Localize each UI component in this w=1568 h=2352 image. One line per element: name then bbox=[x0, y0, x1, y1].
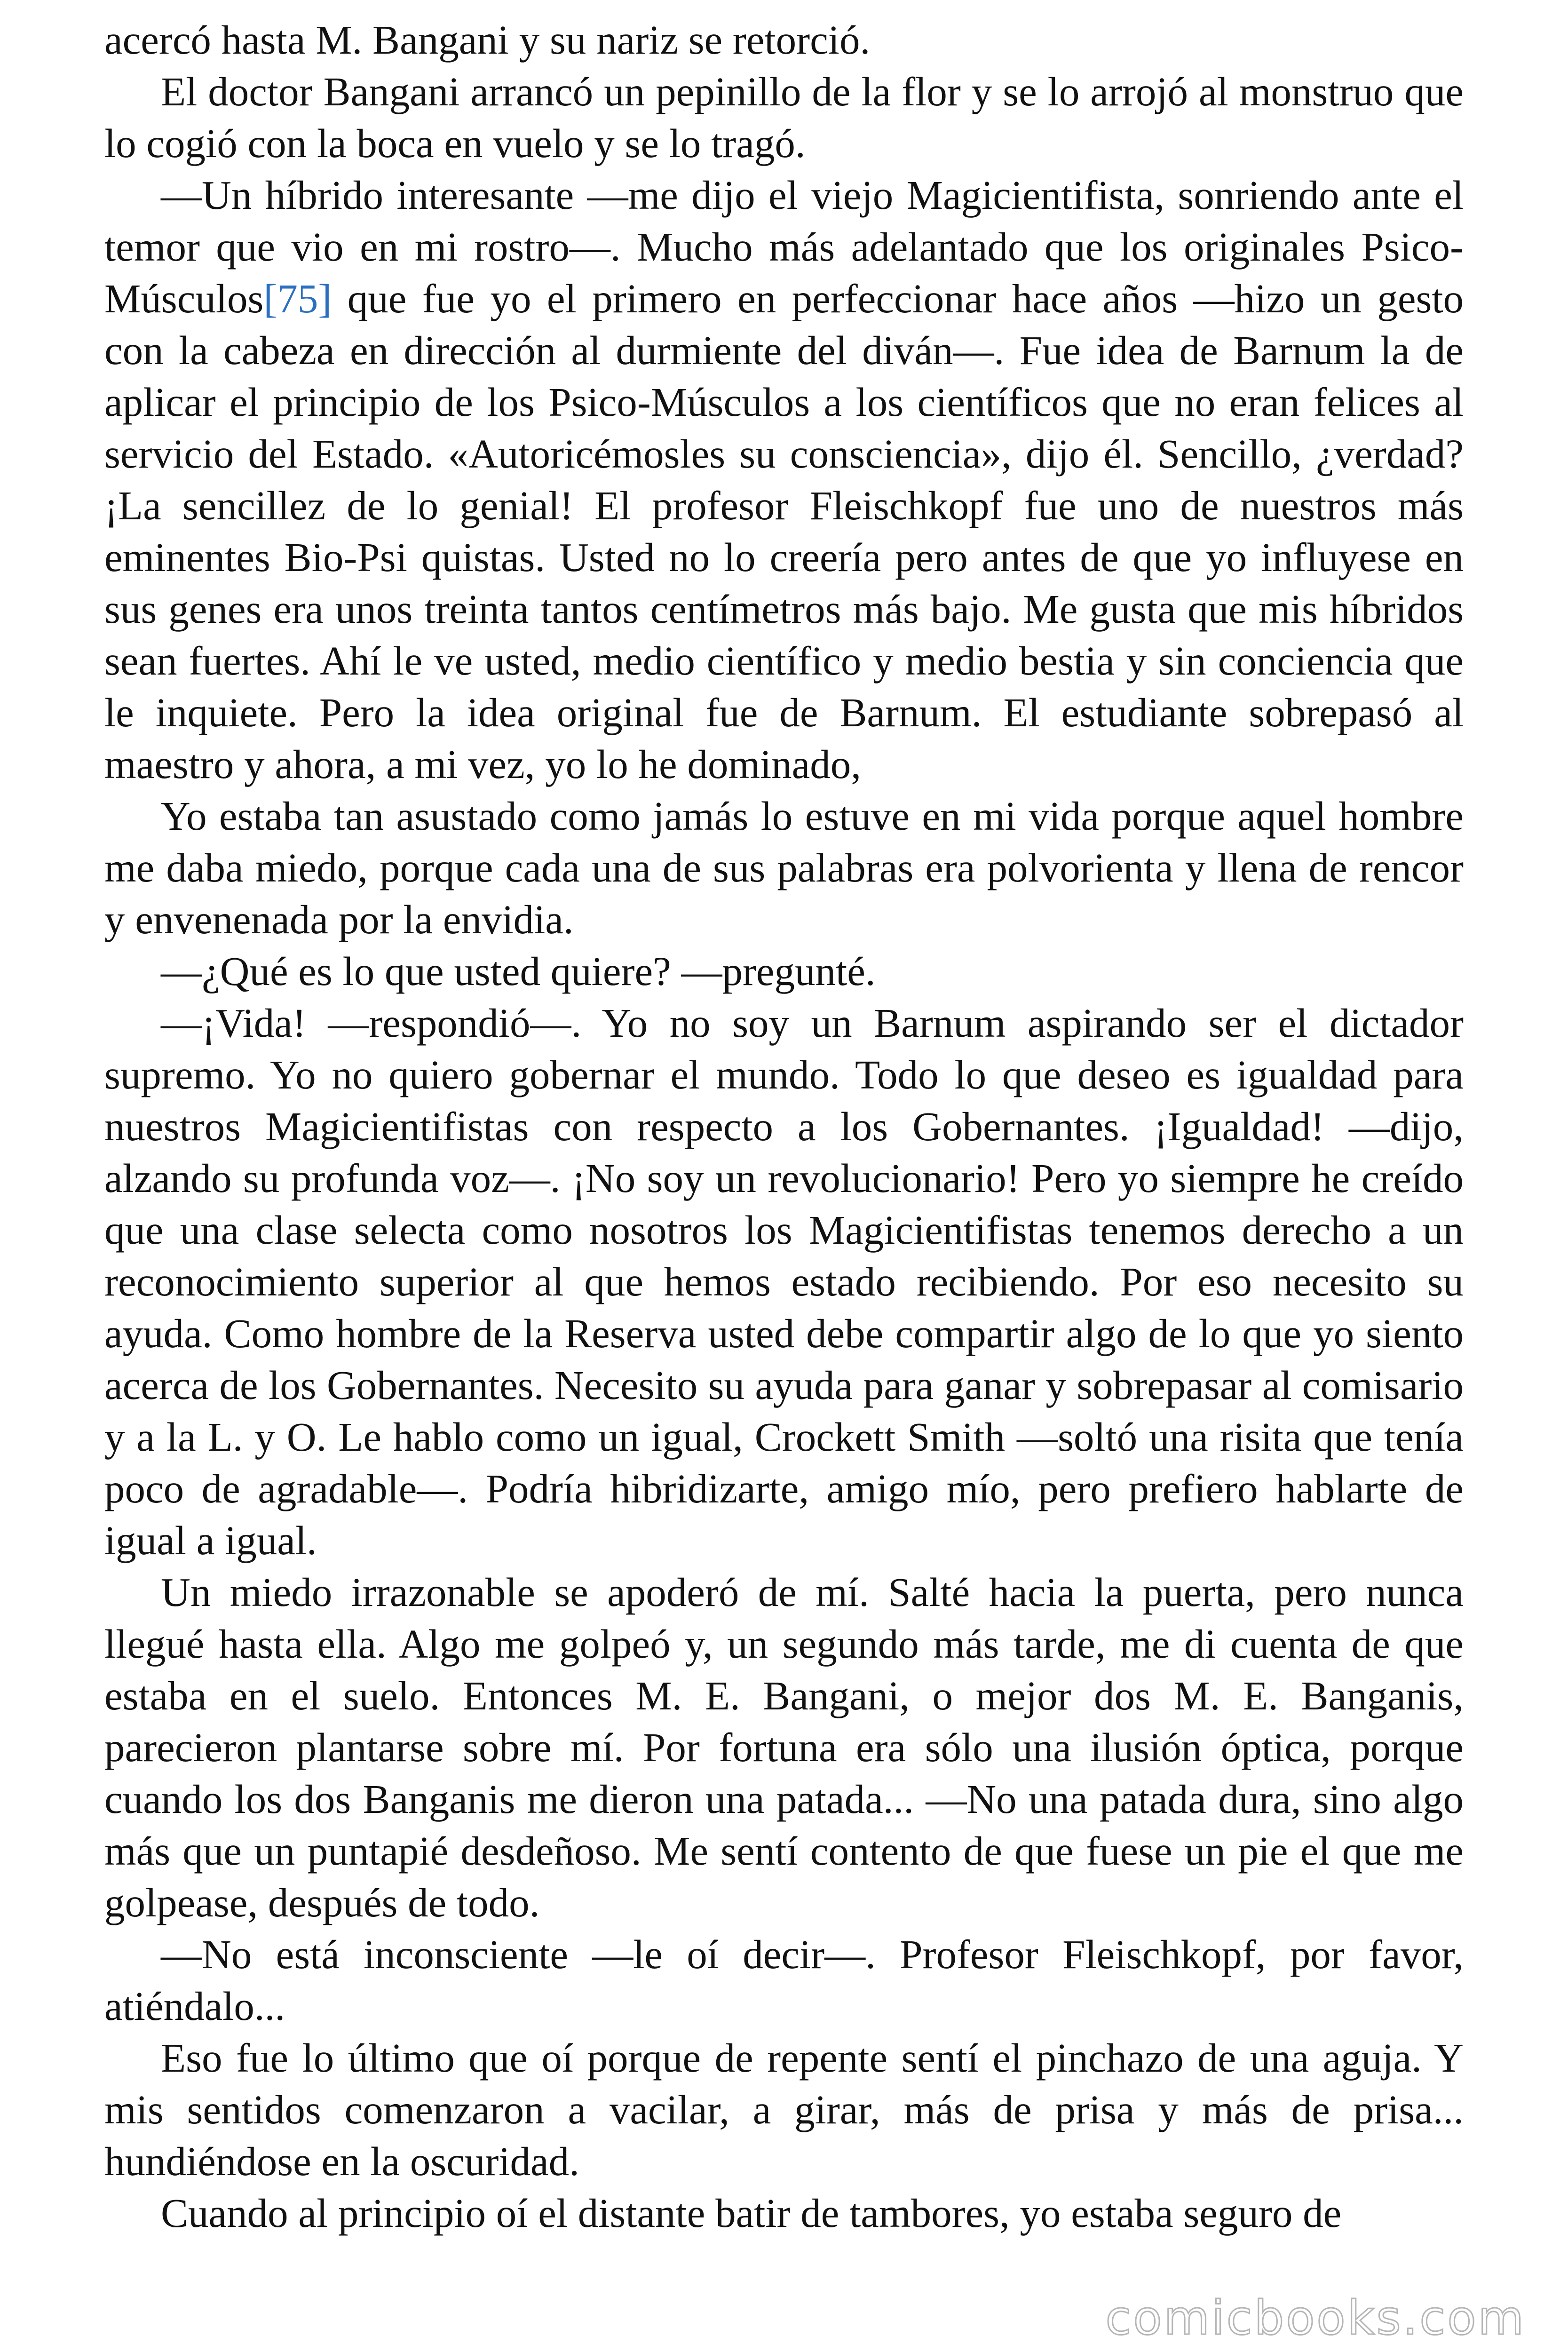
paragraph: —¡Vida! —respondió—. Yo no soy un Barnum aspirando ser el dictador supremo. Yo no quiero gobernar el mundo. Todo lo que deseo es igualdad para nuestros Magicientifistas con respecto a los Gobernantes. ¡Igualdad! —dijo, alzando su profunda voz—. ¡No soy un revolucionario! Pero yo siempre he creído que una clase selecta como nosotros los Magicientifistas tenemos derecho a un reconocimiento superior al que hemos estado recibiendo. Por eso necesito su ayuda. Como hombre de la Reserva usted debe compartir algo de lo que yo siento acerca de los Gobernantes. Necesito su ayuda para ganar y sobrepasar al comisario y a la L. y O. Le hablo como un igual, Crockett Smith —soltó una risita que tenía poco de agradable—. Podría hibridizarte, amigo mío, pero prefiero hablarte de igual a igual. bbox=[104, 1000, 1464, 1563]
paragraph: Yo estaba tan asustado como jamás lo estuve en mi vida porque aquel hombre me daba miedo, porque cada una de sus palabras era polvorienta y llena de rencor y envenenada por la envidia. bbox=[104, 793, 1464, 942]
paragraph-text-after-footnote: que fue yo el primero en perfeccionar hace años —hizo un gesto con la cabeza en dirección al durmiente del diván—. Fue idea de Barnum la de aplicar el principio de los Psico-Músculos a los científicos que no eran felices al servicio del Estado. «Autoricémosles su consciencia», dijo él. Sencillo, ¿verdad? ¡La sencillez de lo genial! El profesor Fleischkopf fue uno de nuestros más eminentes Bio-Psi quistas. Usted no lo creería pero antes de que yo influyese en sus genes era unos treinta tantos centímetros más bajo. Me gusta que mis híbridos sean fuertes. Ahí le ve usted, medio científico y medio bestia y sin conciencia que le inquiete. Pero la idea original fue de Barnum. El estudiante sobrepasó al maestro y ahora, a mi vez, yo lo he dominado, bbox=[104, 276, 1464, 787]
paragraph: El doctor Bangani arrancó un pepinillo de la flor y se lo arrojó al monstruo que lo cogió con la boca en vuelo y se lo tragó. bbox=[104, 69, 1464, 166]
paragraph bbox=[104, 169, 1464, 790]
paragraph-text-before-footnote: —Un híbrido interesante —me dijo el viejo Magicientifista, sonriendo ante el temor que vio en mi rostro—. Mucho más adelantado que los originales Psico-Músculos bbox=[104, 172, 1464, 321]
footnote-link[interactable]: [75] bbox=[263, 276, 332, 321]
paragraph: —No está inconsciente —le oí decir—. Profesor Fleischkopf, por favor, atiéndalo... bbox=[104, 1931, 1464, 2029]
paragraph: —¿Qué es lo que usted quiere? —pregunté. bbox=[161, 948, 876, 994]
watermark: comicbooks.com bbox=[1105, 2290, 1526, 2345]
paragraph: Un miedo irrazonable se apoderó de mí. Salté hacia la puerta, pero nunca llegué hasta ella. Algo me golpeó y, un segundo más tarde, me di cuenta de que estaba en el suelo. Entonces M. E. Bangani, o mejor dos M. E. Banganis, parecieron plantarse sobre mí. Por fortuna era sólo una ilusión óptica, porque cuando los dos Banganis me dieron una patada... —No una patada dura, sino algo más que un puntapié desdeñoso. Me sentí contento de que fuese un pie el que me golpease, después de todo. bbox=[104, 1569, 1464, 1925]
paragraph: Eso fue lo último que oí porque de repente sentí el pinchazo de una aguja. Y mis sentidos comenzaron a vacilar, a girar, más de prisa y más de prisa... hundiéndose en la oscuridad. bbox=[104, 2035, 1464, 2184]
book-page-text bbox=[104, 14, 1464, 2239]
paragraph: acercó hasta M. Bangani y su nariz se retorció. bbox=[104, 17, 871, 63]
paragraph: Cuando al principio oí el distante batir de tambores, yo estaba seguro de bbox=[161, 2190, 1342, 2236]
